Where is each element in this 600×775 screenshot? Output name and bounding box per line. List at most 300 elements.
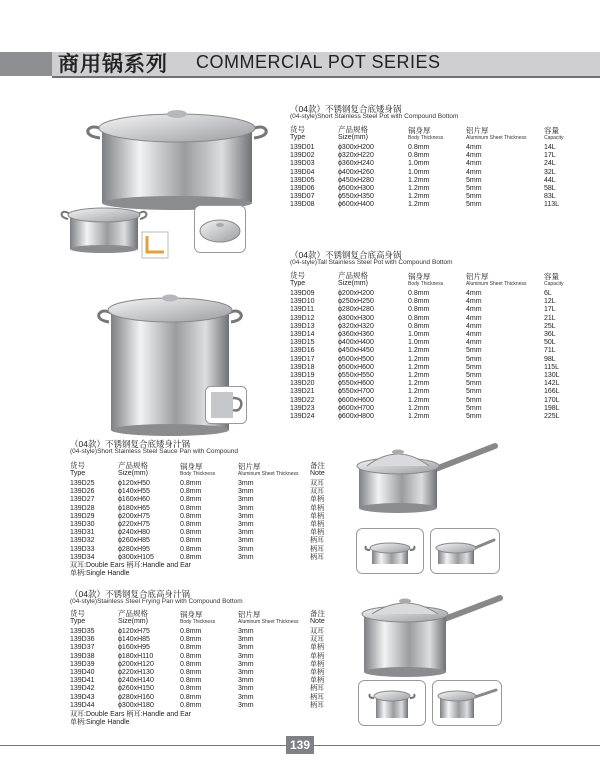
table-row	[290, 152, 574, 160]
table-cell: 44L	[544, 176, 556, 184]
table-cell: 71L	[544, 347, 556, 355]
table-cell: 柄耳	[310, 693, 324, 701]
section3-note1: 双耳:Double Ears 柄耳:Handle and Ear	[70, 562, 191, 569]
table-cell: 139D09	[290, 290, 315, 297]
table-cell: 0.8mm	[180, 669, 202, 677]
section2-header-size	[338, 270, 408, 290]
section4-table	[70, 608, 340, 710]
section4-header-alu	[238, 608, 310, 628]
table-cell: 139D18	[290, 363, 315, 371]
table-row	[290, 331, 574, 339]
tall-pot-handle-detail	[205, 386, 247, 424]
table-row	[290, 323, 574, 331]
table-cell: 139D17	[290, 355, 315, 363]
section4-note1: 双耳:Double Ears 柄耳:Handle and Ear	[70, 711, 191, 718]
table-cell: 139D12	[290, 314, 315, 322]
column-label-en: Note	[310, 470, 325, 477]
table-cell: 58L	[544, 185, 556, 193]
table-cell: 单柄	[310, 529, 324, 537]
table-cell: 139D43	[70, 693, 95, 701]
column-label-cn: 铝片厚	[466, 272, 489, 281]
section3-subtitle: (04-style)Short Stainless Steel Sauce Pan with Compound	[70, 448, 239, 455]
table-cell: 24L	[544, 160, 556, 168]
column-label-cn: 货号	[70, 461, 85, 470]
section4-title: （04款）不锈钢复合底高身汁锅	[70, 589, 190, 599]
table-cell: 4mm	[466, 152, 482, 160]
table-cell: 3mm	[238, 553, 254, 561]
table-cell: 3mm	[238, 480, 254, 487]
table-cell: 1.2mm	[408, 413, 430, 421]
table-cell: ϕ160xH60	[118, 496, 150, 504]
table-row	[70, 694, 340, 702]
section3-table	[70, 460, 340, 562]
table-cell: ϕ600xH400	[338, 201, 374, 209]
table-cell: 0.8mm	[408, 322, 430, 330]
table-cell: 83L	[544, 193, 556, 201]
table-cell: 1.2mm	[408, 396, 430, 404]
column-label-cn: 产品规格	[338, 125, 368, 134]
table-cell: ϕ400xH260	[338, 168, 374, 176]
table-cell: 3mm	[238, 529, 254, 537]
table-cell: 5mm	[466, 185, 482, 193]
table-cell: 0.8mm	[180, 701, 202, 709]
column-label-en: Aluminum Sheet Thickness	[238, 619, 299, 625]
table-cell: 3mm	[238, 496, 254, 504]
column-label-cn: 容量	[544, 272, 559, 281]
table-cell: 双耳	[310, 480, 324, 487]
section2-header-code	[290, 270, 338, 290]
table-cell: 139D26	[70, 488, 95, 496]
section2-header-body	[408, 270, 466, 290]
table-cell: 139D42	[70, 685, 95, 693]
table-cell: 0.8mm	[180, 545, 202, 553]
table-cell: 3mm	[238, 669, 254, 677]
table-cell: 3mm	[238, 512, 254, 520]
table-cell: ϕ180xH65	[118, 504, 150, 512]
table-row	[290, 339, 574, 347]
column-label-en: Type	[290, 280, 306, 287]
table-cell: 柄耳	[310, 537, 324, 545]
table-cell: 0.8mm	[180, 660, 202, 668]
table-cell: 170L	[544, 396, 560, 404]
table-cell: ϕ280xH160	[118, 693, 154, 701]
table-cell: 单柄	[310, 496, 324, 504]
table-cell: ϕ220xH130	[118, 669, 154, 677]
table-row	[290, 290, 574, 298]
section1-table	[290, 124, 574, 210]
column-label-en: Size(mm)	[338, 280, 368, 287]
table-cell: 139D15	[290, 339, 315, 347]
table-row	[70, 496, 340, 504]
table-cell: ϕ120xH50	[118, 480, 150, 487]
column-label-en: Aluminum Sheet Thickness	[466, 281, 527, 287]
table-cell: 3mm	[238, 521, 254, 529]
table-cell: 单柄	[310, 652, 324, 660]
table-row	[70, 537, 340, 545]
table-row	[290, 405, 574, 413]
table-row	[70, 529, 340, 537]
table-cell: 139D13	[290, 322, 315, 330]
table-cell: 4mm	[466, 331, 482, 339]
section2-table	[290, 270, 574, 421]
table-row	[290, 306, 574, 314]
table-cell: 单柄	[310, 660, 324, 668]
table-cell: 单柄	[310, 644, 324, 652]
column-label-cn: 产品规格	[118, 609, 148, 618]
table-cell: 50L	[544, 339, 556, 347]
table-cell: 139D25	[70, 480, 95, 487]
table-cell: 139D28	[70, 504, 95, 512]
table-cell: ϕ550xH550	[338, 372, 374, 380]
table-cell: 柄耳	[310, 685, 324, 693]
table-cell: ϕ550xH600	[338, 380, 374, 388]
table-cell: 3mm	[238, 652, 254, 660]
section4-header-body	[180, 608, 238, 628]
table-row	[70, 661, 340, 669]
table-cell: 0.8mm	[180, 488, 202, 496]
table-row	[290, 347, 574, 355]
table-row	[290, 144, 574, 152]
table-cell: ϕ280xH280	[338, 306, 374, 314]
table-cell: 1.2mm	[408, 355, 430, 363]
table-cell: ϕ220xH75	[118, 521, 150, 529]
table-row	[70, 653, 340, 661]
table-row	[70, 546, 340, 554]
column-label-en: Size(mm)	[118, 470, 148, 477]
table-cell: 21L	[544, 314, 556, 322]
table-cell: ϕ200xH75	[118, 512, 150, 520]
table-cell: 32L	[544, 168, 556, 176]
table-row	[290, 372, 574, 380]
table-cell: 3mm	[238, 504, 254, 512]
table-cell: 139D02	[290, 152, 315, 160]
table-cell: 25L	[544, 322, 556, 330]
column-label-cn: 货号	[290, 271, 305, 280]
column-label-en: Body Thickness	[408, 135, 444, 141]
table-cell: 113L	[544, 201, 560, 209]
table-cell: 3mm	[238, 677, 254, 685]
table-cell: 139D22	[290, 396, 315, 404]
table-cell: 1.0mm	[408, 339, 430, 347]
table-cell: ϕ300xH300	[338, 314, 374, 322]
section2-header-cap	[544, 270, 574, 290]
table-cell: ϕ300xH105	[118, 553, 154, 561]
table-cell: 139D07	[290, 193, 315, 201]
table-cell: 1.0mm	[408, 331, 430, 339]
section3-header-body	[180, 460, 238, 480]
table-cell: 1.2mm	[408, 201, 430, 209]
table-cell: 5mm	[466, 355, 482, 363]
table-cell: 5mm	[466, 388, 482, 396]
lid-detail-image	[194, 205, 246, 253]
table-row	[290, 356, 574, 364]
table-cell: ϕ140xH85	[118, 636, 150, 644]
column-label-en: Size(mm)	[118, 618, 148, 625]
table-cell: 139D20	[290, 380, 315, 388]
frying-pan-ears-detail	[358, 680, 426, 726]
section2-header-alu	[466, 270, 544, 290]
table-cell: 0.8mm	[408, 144, 430, 151]
table-cell: 3mm	[238, 628, 254, 635]
sauce-pan-image	[355, 438, 500, 518]
section1-header-code	[290, 124, 338, 144]
table-cell: 139D44	[70, 701, 95, 709]
table-cell: 0.8mm	[180, 652, 202, 660]
table-cell: 0.8mm	[180, 496, 202, 504]
table-cell: ϕ280xH95	[118, 545, 150, 553]
table-cell: 单柄	[310, 521, 324, 529]
table-row	[70, 685, 340, 693]
table-cell: 3mm	[238, 545, 254, 553]
table-cell: 139D29	[70, 512, 95, 520]
table-cell: 17L	[544, 306, 556, 314]
table-cell: ϕ260xH150	[118, 685, 154, 693]
table-cell: 139D32	[70, 537, 95, 545]
table-cell: 0.8mm	[408, 152, 430, 160]
column-label-en: Aluminum Sheet Thickness	[238, 471, 299, 477]
table-cell: 142L	[544, 380, 560, 388]
table-cell: ϕ180xH110	[118, 652, 154, 660]
table-cell: 139D30	[70, 521, 95, 529]
table-cell: ϕ450xH280	[338, 176, 374, 184]
table-cell: 0.8mm	[180, 677, 202, 685]
column-label-en: Capacity	[544, 281, 564, 287]
table-cell: 1.0mm	[408, 160, 430, 168]
table-cell: 5mm	[466, 176, 482, 184]
table-cell: 双耳	[310, 488, 324, 496]
section1-subtitle: (04-style)Short Stainless Steel Pot with Compound Bottom	[290, 113, 459, 120]
column-label-cn: 铝片厚	[238, 462, 261, 471]
table-cell: 14L	[544, 144, 556, 151]
table-cell: 5mm	[466, 363, 482, 371]
section3-header-size	[118, 460, 180, 480]
table-cell: ϕ240xH140	[118, 677, 154, 685]
section3-header-alu	[238, 460, 310, 480]
table-cell: 17L	[544, 152, 556, 160]
table-row	[70, 488, 340, 496]
table-row	[290, 380, 574, 388]
table-cell: 139D40	[70, 669, 95, 677]
table-cell: 139D24	[290, 413, 315, 421]
table-cell: ϕ200xH200	[338, 290, 374, 297]
table-cell: 5mm	[466, 404, 482, 412]
table-cell: 0.8mm	[180, 529, 202, 537]
column-label-en: Aluminum Sheet Thickness	[466, 135, 527, 141]
table-cell: 0.8mm	[180, 480, 202, 487]
table-cell: 12L	[544, 298, 556, 306]
column-label-cn: 锅身厚	[408, 272, 431, 281]
table-cell: ϕ260xH85	[118, 537, 150, 545]
column-label-en: Type	[290, 134, 306, 141]
table-row	[290, 160, 574, 168]
short-pot-image	[82, 100, 272, 210]
table-cell: 139D16	[290, 347, 315, 355]
table-cell: 5mm	[466, 396, 482, 404]
table-cell: ϕ250xH250	[338, 298, 374, 306]
sauce-pan-handle-detail	[430, 528, 500, 574]
section1-header-size	[338, 124, 408, 144]
page-number: 139	[286, 736, 314, 754]
column-label-cn: 产品规格	[338, 271, 368, 280]
table-cell: 139D01	[290, 144, 315, 151]
table-cell: 139D14	[290, 331, 315, 339]
table-cell: 3mm	[238, 660, 254, 668]
table-cell: 0.8mm	[180, 628, 202, 635]
column-label-cn: 铝片厚	[238, 610, 261, 619]
section3-header-note	[310, 460, 340, 480]
table-cell: ϕ120xH75	[118, 628, 150, 635]
table-row	[290, 315, 574, 323]
table-cell: ϕ600xH600	[338, 396, 374, 404]
table-cell: 139D37	[70, 644, 95, 652]
column-label-cn: 锅身厚	[408, 126, 431, 135]
table-cell: 139D11	[290, 306, 315, 314]
table-cell: 1.2mm	[408, 404, 430, 412]
table-cell: 0.8mm	[408, 290, 430, 297]
column-label-en: Body Thickness	[408, 281, 444, 287]
table-cell: 0.8mm	[180, 504, 202, 512]
section3-header-code	[70, 460, 118, 480]
frying-pan-image	[360, 590, 505, 680]
section1-header-body	[408, 124, 466, 144]
section4-subtitle: (04-style)Stainless Steel Frying Pan with Compound Bottom	[70, 598, 243, 605]
section4-header-note	[310, 608, 340, 628]
table-cell: ϕ320xH220	[338, 152, 374, 160]
table-cell: 4mm	[466, 160, 482, 168]
table-cell: 3mm	[238, 701, 254, 709]
table-cell: 0.8mm	[180, 636, 202, 644]
table-row	[290, 177, 574, 185]
table-cell: 166L	[544, 388, 560, 396]
table-cell: 4mm	[466, 306, 482, 314]
table-row	[290, 185, 574, 193]
table-cell: 198L	[544, 404, 560, 412]
column-label-en: Body Thickness	[180, 471, 216, 477]
table-cell: 柄耳	[310, 701, 324, 709]
column-label-cn: 备注	[310, 609, 325, 618]
table-cell: 4mm	[466, 339, 482, 347]
table-row	[70, 702, 340, 710]
table-cell: ϕ320xH320	[338, 322, 374, 330]
table-cell: 139D21	[290, 388, 315, 396]
section3-note2: 单柄:Single Handle	[70, 570, 130, 577]
table-row	[290, 298, 574, 306]
table-cell: 0.8mm	[180, 644, 202, 652]
table-cell: 0.8mm	[180, 521, 202, 529]
table-cell: 4mm	[466, 314, 482, 322]
table-row	[290, 388, 574, 396]
table-cell: 36L	[544, 331, 556, 339]
column-label-cn: 货号	[70, 609, 85, 618]
table-cell: 1.2mm	[408, 347, 430, 355]
column-label-en: Capacity	[544, 135, 564, 141]
table-cell: ϕ450xH450	[338, 347, 374, 355]
table-cell: 双耳	[310, 636, 324, 644]
cross-section-icon	[142, 232, 168, 258]
table-cell: ϕ300xH200	[338, 144, 374, 151]
table-cell: 139D10	[290, 298, 315, 306]
table-cell: 3mm	[238, 685, 254, 693]
table-row	[70, 513, 340, 521]
page-title-cn: 商用锅系列	[58, 53, 168, 76]
section2-subtitle: (04-style)Tall Stainless Steel Pot with Compound Bottom	[290, 259, 453, 266]
table-cell: 139D06	[290, 185, 315, 193]
table-cell: 3mm	[238, 537, 254, 545]
table-cell: 6L	[544, 290, 552, 297]
table-cell: 5mm	[466, 193, 482, 201]
table-cell: 0.8mm	[408, 298, 430, 306]
table-cell: 139D04	[290, 168, 315, 176]
table-cell: ϕ400xH400	[338, 339, 374, 347]
table-cell: ϕ140xH55	[118, 488, 150, 496]
table-cell: 5mm	[466, 380, 482, 388]
frying-pan-handle-detail	[432, 680, 502, 726]
section4-header-size	[118, 608, 180, 628]
column-label-cn: 容量	[544, 126, 559, 135]
table-cell: 130L	[544, 372, 560, 380]
table-cell: 4mm	[466, 322, 482, 330]
page-title-en: COMMERCIAL POT SERIES	[196, 52, 441, 72]
section1-header-cap	[544, 124, 574, 144]
table-cell: 0.8mm	[180, 512, 202, 520]
table-cell: 3mm	[238, 693, 254, 701]
table-cell: ϕ200xH120	[118, 660, 154, 668]
table-row	[70, 521, 340, 529]
column-label-en: Body Thickness	[180, 619, 216, 625]
table-cell: ϕ360xH360	[338, 331, 374, 339]
table-cell: 5mm	[466, 413, 482, 421]
table-row	[70, 677, 340, 685]
table-cell: ϕ600xH800	[338, 413, 374, 421]
table-row	[70, 480, 340, 488]
table-cell: 1.2mm	[408, 380, 430, 388]
table-cell: 0.8mm	[180, 537, 202, 545]
table-cell: 0.8mm	[180, 553, 202, 561]
table-cell: ϕ300xH180	[118, 701, 154, 709]
column-label-en: Type	[70, 618, 86, 625]
table-row	[70, 669, 340, 677]
table-cell: 139D08	[290, 201, 315, 209]
table-cell: 双耳	[310, 628, 324, 635]
section4-header-code	[70, 608, 118, 628]
table-cell: 139D38	[70, 652, 95, 660]
table-cell: 4mm	[466, 290, 482, 297]
small-pot-image	[58, 205, 150, 255]
section1-header-alu	[466, 124, 544, 144]
table-cell: 0.8mm	[180, 693, 202, 701]
table-cell: 1.2mm	[408, 372, 430, 380]
table-cell: 1.0mm	[408, 168, 430, 176]
table-row	[70, 505, 340, 513]
table-row	[290, 169, 574, 177]
section1-title: （04款）不锈钢复合底矮身锅	[290, 104, 402, 114]
table-row	[70, 644, 340, 652]
table-cell: 4mm	[466, 168, 482, 176]
table-cell: 1.2mm	[408, 363, 430, 371]
column-label-cn: 备注	[310, 461, 325, 470]
column-label-cn: 锅身厚	[180, 462, 203, 471]
table-cell: 柄耳	[310, 545, 324, 553]
column-label-cn: 锅身厚	[180, 610, 203, 619]
section3-title: （04款）不锈钢复合底矮身汁锅	[70, 439, 190, 449]
column-label-cn: 铝片厚	[466, 126, 489, 135]
table-cell: 单柄	[310, 677, 324, 685]
table-cell: 98L	[544, 355, 556, 363]
table-cell: 单柄	[310, 512, 324, 520]
table-cell: 139D27	[70, 496, 95, 504]
table-cell: 5mm	[466, 347, 482, 355]
table-cell: 0.8mm	[408, 306, 430, 314]
